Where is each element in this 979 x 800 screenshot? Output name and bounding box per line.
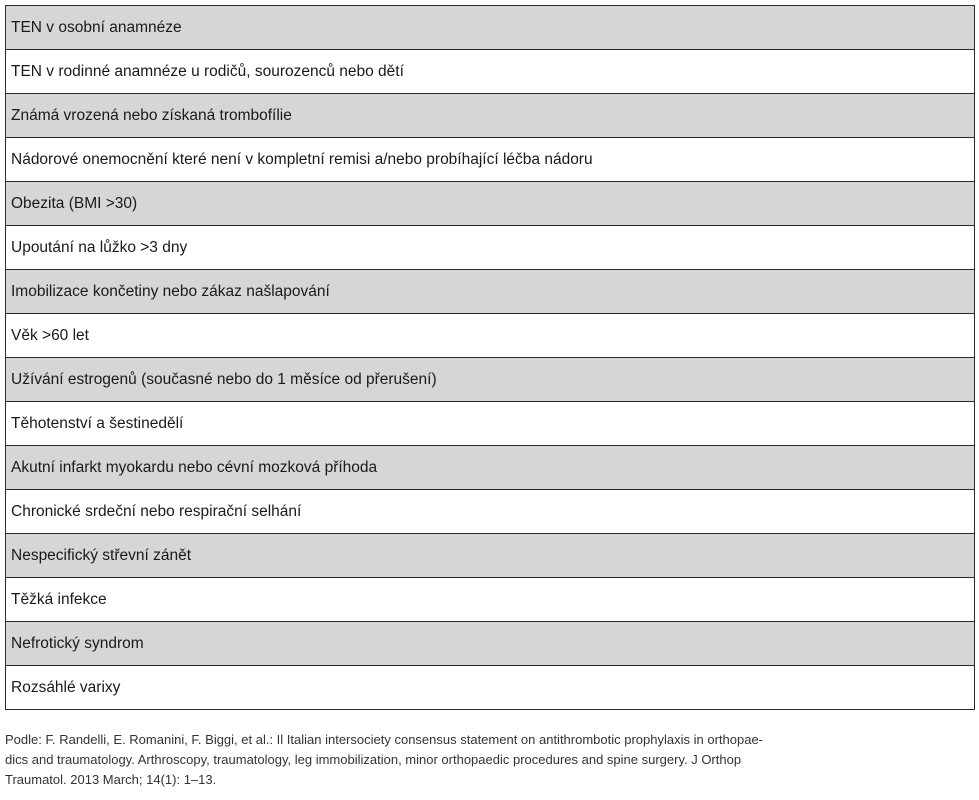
source-citation-line: Podle: F. Randelli, E. Romanini, F. Biggi, et al.: Il Italian intersociety consensus statement on antithrombotic prophylaxis in orthopae- [5,732,763,747]
table-row [6,94,975,138]
table-row [6,446,975,490]
table-row [6,270,975,314]
table-row [6,402,975,446]
table-cell: Věk >60 let [6,314,975,358]
risk-factor-table-container [5,5,975,710]
table-cell: Těhotenství a šestinedělí [6,402,975,446]
table-row [6,314,975,358]
table-row [6,358,975,402]
source-citation-line: Traumatol. 2013 March; 14(1): 1–13. [5,772,217,787]
table-row [6,182,975,226]
table-cell: Nefrotický syndrom [6,622,975,666]
table-cell: Chronické srdeční nebo respirační selhání [6,490,975,534]
table-row [6,50,975,94]
table-cell: Známá vrozená nebo získaná trombofílie [6,94,975,138]
table-cell: TEN v osobní anamnéze [6,6,975,50]
table-row [6,534,975,578]
table-row [6,490,975,534]
table-row [6,6,975,50]
risk-factor-table [5,5,975,710]
table-cell: Rozsáhlé varixy [6,666,975,710]
table-row [6,226,975,270]
table-row [6,666,975,710]
table-cell: Obezita (BMI >30) [6,182,975,226]
table-cell: Těžká infekce [6,578,975,622]
table-cell: Nádorové onemocnění které není v kompletní remisi a/nebo probíhající léčba nádoru [6,138,975,182]
table-cell: TEN v rodinné anamnéze u rodičů, sourozenců nebo dětí [6,50,975,94]
source-citation [5,730,945,790]
table-row [6,138,975,182]
table-row [6,622,975,666]
table-cell: Akutní infarkt myokardu nebo cévní mozková příhoda [6,446,975,490]
table-cell: Nespecifický střevní zánět [6,534,975,578]
table-cell: Imobilizace končetiny nebo zákaz našlapování [6,270,975,314]
source-citation-line: dics and traumatology. Arthroscopy, traumatology, leg immobilization, minor orthopaedic procedures and spine surgery. J Orthop [5,752,742,767]
table-cell: Upoutání na lůžko >3 dny [6,226,975,270]
table-cell: Užívání estrogenů (současné nebo do 1 měsíce od přerušení) [6,358,975,402]
table-row [6,578,975,622]
